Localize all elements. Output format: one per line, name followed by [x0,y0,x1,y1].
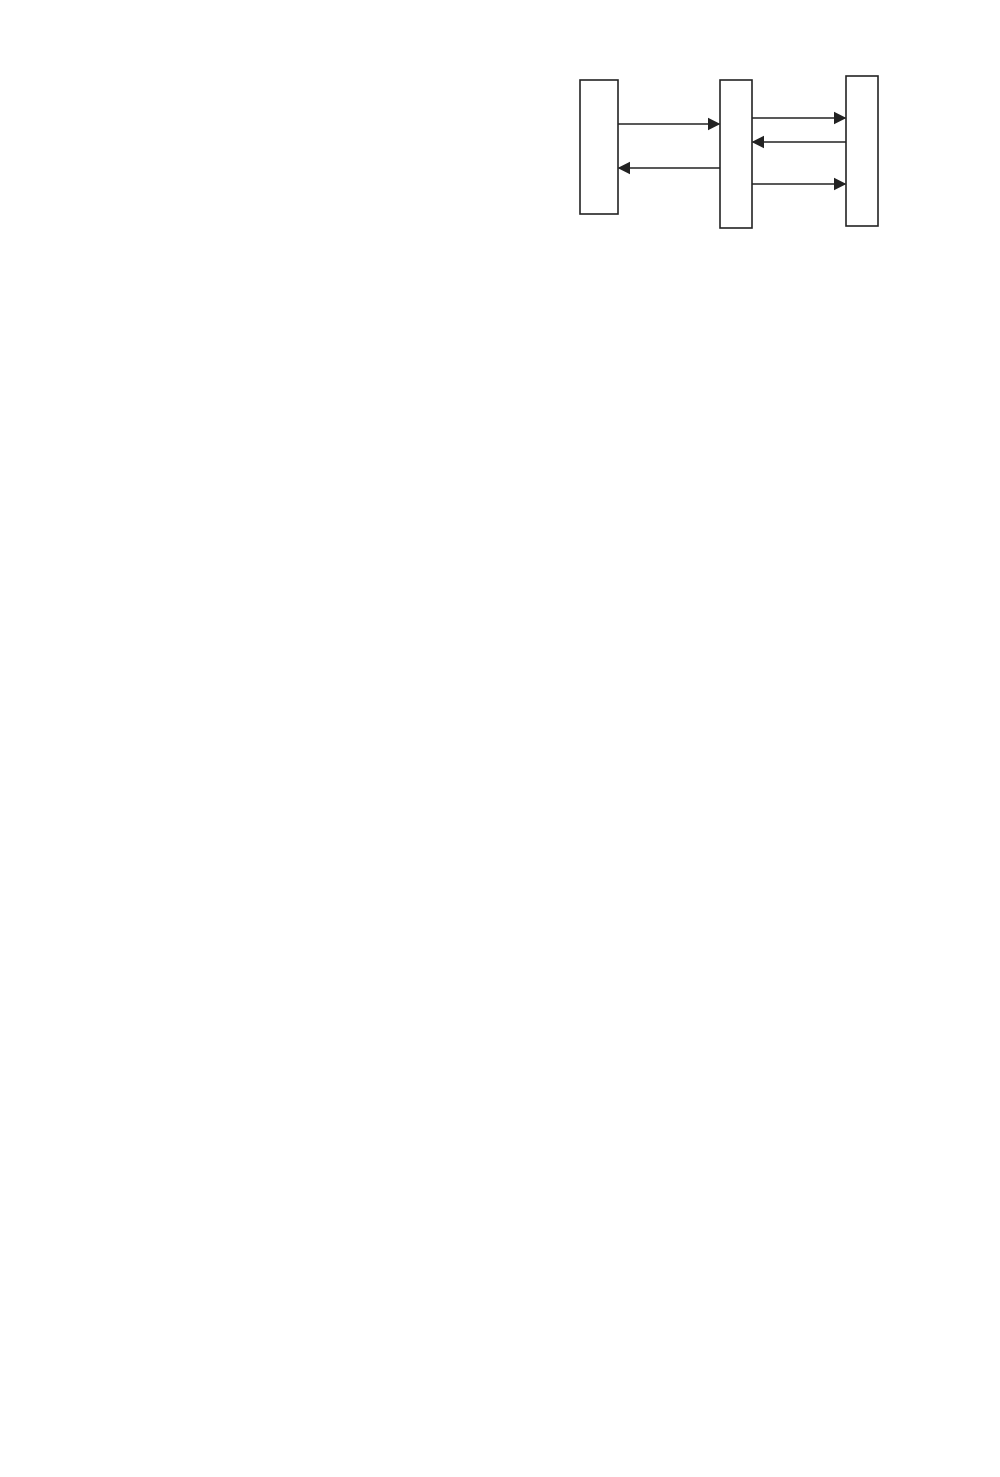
other-organs-box [846,76,878,226]
right-column [490,72,972,230]
watermark-logo [838,1398,988,1474]
npc-box [720,80,752,228]
people-box [580,80,618,214]
power-structure-diagram [490,72,972,230]
diagram-svg [490,72,972,230]
